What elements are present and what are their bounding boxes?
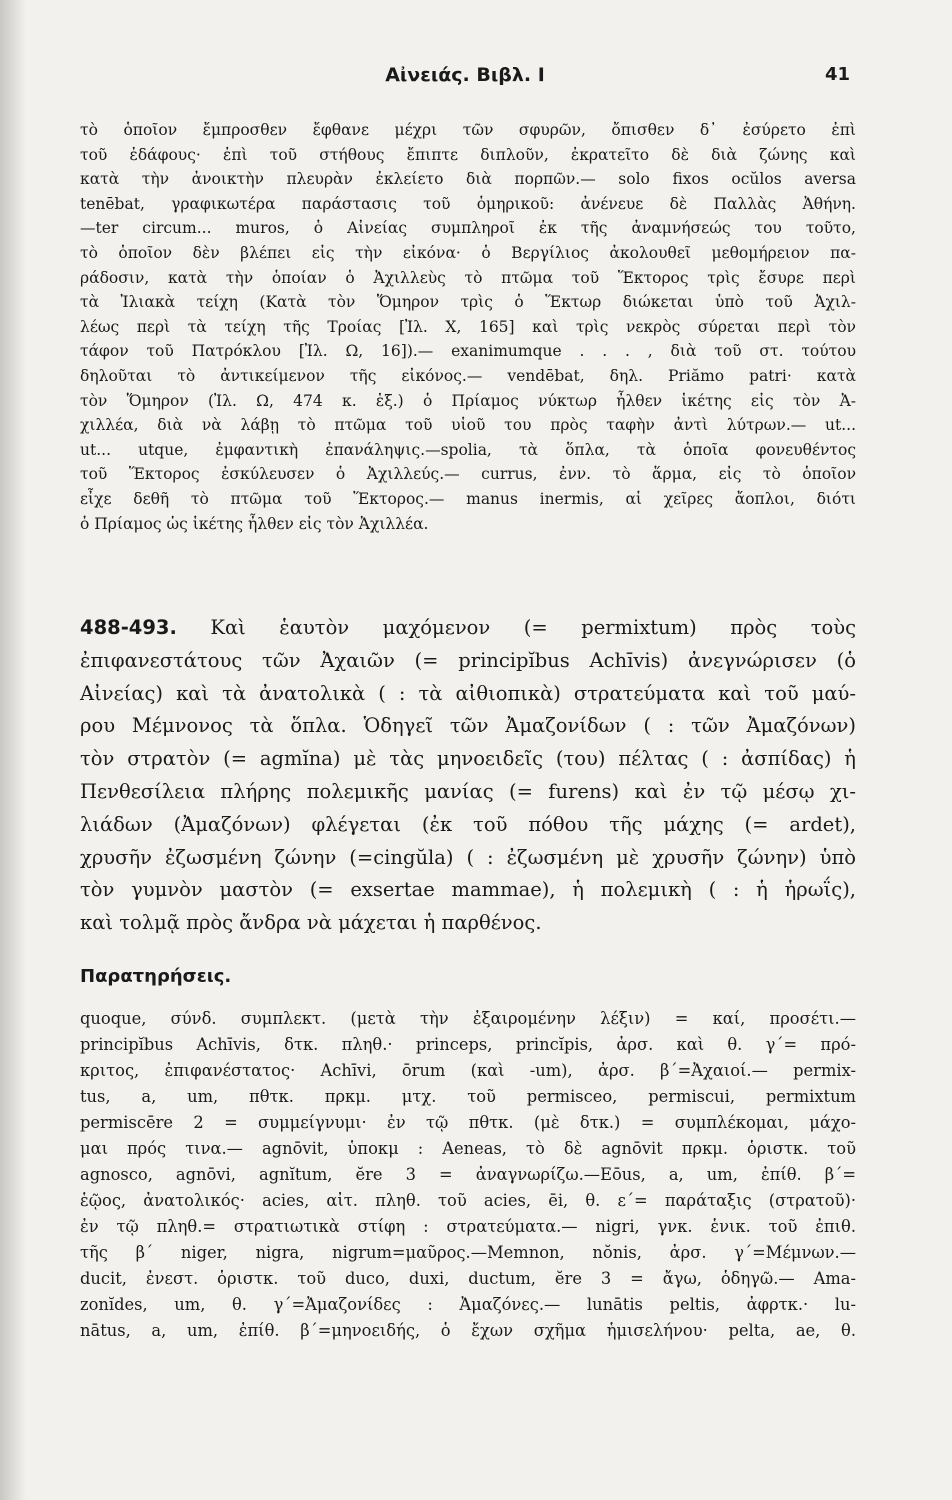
text-line: ἑῷος, ἀνατολικός· acies, αἰτ. πληθ. τοῦ acies, ēi, θ. ε΄= παράταξις (στρατοῦ)· (80, 1191, 856, 1210)
commentary-paragraph (80, 118, 856, 536)
text-line: Αἰνείας) καὶ τὰ ἀνατολικὰ ( : τὰ αἰθιοπικὰ) στρατεύματα καὶ τοῦ μαύ- (80, 681, 856, 705)
text-line: τάφον τοῦ Πατρόκλου [Ἰλ. Ω, 16]).— exanimumque . . . , διὰ τοῦ στ. τούτου (80, 342, 856, 361)
text-line: τὸν Ὅμηρον (Ἰλ. Ω, 474 κ. ἑξ.) ὁ Πρίαμος νύκτωρ ἦλθεν ἱκέτης εἰς τὸν Ἀ- (80, 391, 856, 410)
text-line: χρυσῆν ἐζωσμένη ζώνην (=cingŭla) ( : ἐζωσμένη μὲ χρυσῆν ζώνην) ὑπὸ (80, 845, 856, 869)
text-line: κατὰ τὴν ἀνοικτὴν πλευρὰν ἐκλείετο διὰ πορπῶν.— solo fixos ocŭlos aversa (80, 170, 856, 189)
text-line: permiscēre 2 = συμμείγνυμι· ἐν τῷ πθτκ. (μὲ δτκ.) = συμπλέκομαι, μάχο- (80, 1113, 856, 1132)
text-line: μαι πρός τινα.— agnōvit, ὑποκμ : Aeneas, τὸ δὲ agnōvit πρκμ. ὁριστκ. τοῦ (80, 1139, 856, 1158)
text-line: τὸ ὁποῖον δὲν βλέπει εἰς τὴν εἰκόνα· ὁ Βεργίλιος ἀκολουθεῖ μεθομήρειον πα- (80, 243, 856, 262)
text-line: quoque, σύνδ. συμπλεκτ. (μετὰ τὴν ἐξαιρομένην λέξιν) = καί, προσέτι.— (80, 1009, 856, 1028)
notes-paragraph (80, 1006, 856, 1344)
text-line: λιάδων (Ἀμαζόνων) φλέγεται (ἐκ τοῦ πόθου τῆς μάχης (= ardet), (80, 812, 856, 836)
text-line: ράδοσιν, κατὰ τὴν ὁποίαν ὁ Ἀχιλλεὺς τὸ πτῶμα τοῦ Ἕκτορος τρὶς ἔσυρε περὶ (80, 268, 856, 287)
text-line: εἶχε δεθῆ τὸ πτῶμα τοῦ Ἕκτορος.— manus inermis, αἱ χεῖρες ἄοπλοι, διότι (80, 489, 856, 508)
text-line: tus, a, um, πθτκ. πρκμ. μτχ. τοῦ permisceo, permiscui, permixtum (80, 1087, 856, 1106)
text-line: λέως περὶ τὰ τείχη τῆς Τροίας [Ἰλ. Χ, 165] καὶ τρὶς νεκρὸς σύρεται περὶ τὸν (80, 317, 856, 336)
verse-number: 488-493. (80, 616, 177, 639)
translation-paragraph (80, 612, 856, 940)
text-line: Πενθεσίλεια πλήρης πολεμικῆς μανίας (= furens) καὶ ἐν τῷ μέσῳ χι- (80, 779, 856, 803)
text-line: ἐν τῷ πληθ.= στρατιωτικὰ στίφη : στρατεύματα.— nigri, γνκ. ἑνικ. τοῦ ἐπιθ. (80, 1217, 856, 1236)
text-line: agnosco, agnōvi, agnĭtum, ĕre 3 = ἀναγνωρίζω.—Eōus, a, um, ἐπίθ. β΄= (80, 1165, 856, 1184)
text-line: τὸ ὁποῖον ἔμπροσθεν ἔφθανε μέχρι τῶν σφυρῶν, ὄπισθεν δ᾽ ἐσύρετο ἐπὶ (80, 121, 856, 139)
text-line: τοῦ Ἕκτορος ἐσκύλευσεν ὁ Ἀχιλλεύς.— currus, ἐνν. τὸ ἅρμα, εἰς τὸ ὁποῖον (80, 465, 856, 484)
text-line: τὸν γυμνὸν μαστὸν (= exsertae mammae), ἡ πολεμικὴ ( : ἡ ἡρωΐς), (80, 878, 856, 902)
translation-first-line (80, 612, 856, 645)
page-edge-shadow (0, 0, 26, 1500)
text-line: τοῦ ἐδάφους· ἐπὶ τοῦ στήθους ἔπιπτε διπλοῦν, ἐκρατεῖτο δὲ διὰ ζώνης καὶ (80, 145, 856, 164)
text-line: χιλλέα, διὰ νὰ λάβῃ τὸ πτῶμα τοῦ υἱοῦ του πρὸς ταφὴν ἀντὶ λύτρων.— ut... (80, 416, 856, 435)
text-line: καὶ τολμᾷ πρὸς ἄνδρα νὰ μάχεται ἡ παρθένος. (80, 911, 542, 935)
text-line: tenēbat, γραφικωτέρα παράστασις τοῦ ὁμηρικοῦ: ἀνένευε δὲ Παλλὰς Ἀθήνη. (80, 194, 856, 213)
text-line: τῆς β΄ niger, nigra, nigrum=μαῦρος.—Memnon, nŏnis, ἀρσ. γ΄=Μέμνων.— (80, 1243, 856, 1262)
text-line: ρου Μέμνονος τὰ ὅπλα. Ὁδηγεῖ τῶν Ἀμαζονίδων ( : τῶν Ἀμαζόνων) (80, 714, 856, 738)
text-line: ὁ Πρίαμος ὡς ἱκέτης ἦλθεν εἰς τὸν Ἀχιλλέα. (80, 514, 429, 533)
text-line: zonĭdes, um, θ. γ΄=Ἀμαζονίδες : Ἀμαζόνες.— lunātis peltis, ἀφρτκ.· lu- (80, 1295, 856, 1314)
text-line: τὸν στρατὸν (= agmĭna) μὲ τὰς μηνοειδεῖς (του) πέλτας ( : ἀσπίδας) ἡ (80, 747, 856, 771)
text-line: ducit, ἐνεστ. ὁριστκ. τοῦ duco, duxi, ductum, ĕre 3 = ἄγω, ὁδηγῶ.— Ama- (80, 1269, 856, 1288)
page-number: 41 (824, 64, 850, 85)
text-line: ut... utque, ἐμφαντικὴ ἐπανάληψις.—spolia, τὰ ὅπλα, τὰ ὁποῖα φονευθέντος (80, 440, 856, 459)
text-segment: Καὶ ἑαυτὸν μαχόμενον (= permixtum) πρὸς τοὺς (176, 616, 856, 639)
running-title: Αἰνειάς. Βιβλ. Ι (385, 64, 545, 86)
text-line: —ter circum... muros, ὁ Αἰνείας συμπληροῖ ἐκ τῆς ἀναμνήσεώς του τοῦτο, (80, 219, 856, 238)
text-line: κριτος, ἐπιφανέστατος· Achīvi, ōrum (καὶ -um), ἀρσ. β΄=Ἀχαιοί.— permix- (80, 1061, 856, 1080)
text-line: δηλοῦται τὸ ἀντικείμενον τῆς εἰκόνος.— vendēbat, δηλ. Priămo patri· κατὰ (80, 366, 856, 385)
text-line: τὰ Ἰλιακὰ τείχη (Κατὰ τὸν Ὅμηρον τρὶς ὁ Ἕκτωρ διώκεται ὑπὸ τοῦ Ἀχιλ- (80, 293, 856, 312)
running-header (80, 64, 850, 94)
text-line: ἐπιφανεστάτους τῶν Ἀχαιῶν (= principĭbus Achīvis) ἀνεγνώρισεν (ὁ (80, 648, 856, 672)
text-line: principĭbus Achīvis, δτκ. πληθ.· princeps, princĭpis, ἀρσ. καὶ θ. γ΄= πρό- (80, 1035, 856, 1054)
text-line: nātus, a, um, ἐπίθ. β΄=μηνοειδής, ὁ ἔχων σχῆμα ἡμισελήνου· pelta, ae, θ. (80, 1321, 856, 1340)
notes-heading: Παρατηρήσεις. (80, 966, 232, 987)
